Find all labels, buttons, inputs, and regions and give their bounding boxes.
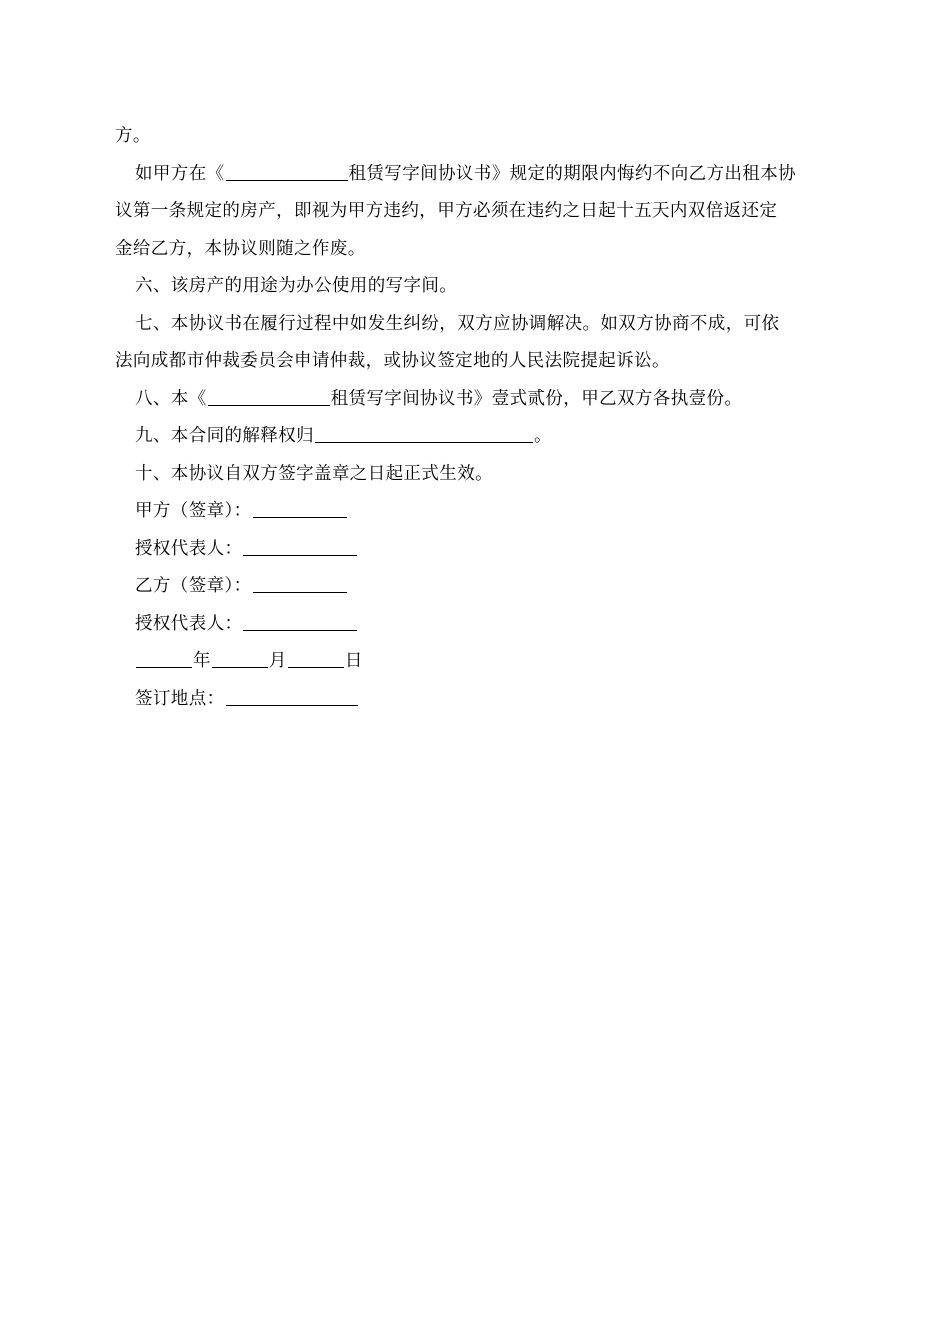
clause-9-text: 。 — [534, 426, 552, 446]
clause-7-line-2: 法向成都市仲裁委员会申请仲裁，或协议签定地的人民法院提起诉讼。 — [115, 351, 670, 371]
clause-9-text: 九、本合同的解释权归 — [135, 426, 314, 446]
clause-9-line — [115, 418, 837, 456]
rep-a-signature-line — [115, 531, 837, 569]
blank-contract-name[interactable] — [226, 162, 348, 181]
clause-8-text: 八、本《 — [135, 388, 207, 409]
day-blank[interactable] — [288, 649, 344, 668]
clause-7-line-1: 七、本协议书在履行过程中如发生纠纷，双方应协调解决。如双方协商不成，可依 — [135, 313, 780, 334]
signature-block — [115, 493, 837, 718]
document-body — [115, 118, 837, 718]
party-b-signature-blank[interactable] — [253, 574, 347, 593]
paragraph-clause-10 — [115, 456, 837, 494]
rep-b-label: 授权代表人： — [135, 613, 243, 634]
clause-10-text: 十、本协议自双方签字盖章之日起正式生效。 — [135, 463, 493, 484]
paragraph-text: 方。 — [115, 126, 151, 146]
clause-6-text: 六、该房产的用途为办公使用的写字间。 — [135, 276, 458, 296]
paragraph-clause-7 — [115, 306, 837, 381]
year-label: 年 — [193, 651, 211, 671]
default-clause-text: 租赁写字间协议书》规定的期限内悔约不向乙方出租本协 — [348, 163, 796, 184]
signing-place-blank[interactable] — [226, 687, 358, 706]
day-label: 日 — [344, 651, 363, 671]
rep-b-signature-line — [115, 606, 837, 644]
party-a-signature-line — [115, 493, 837, 531]
paragraph-default-clause — [115, 156, 837, 269]
signing-place-line — [115, 681, 837, 719]
default-clause-line-1 — [115, 156, 837, 194]
rep-a-label: 授权代表人： — [135, 538, 243, 559]
default-clause-line-3: 金给乙方，本协议则随之作废。 — [115, 238, 366, 259]
clause-8-text: 租赁写字间协议书》壹式贰份，甲乙双方各执壹份。 — [330, 388, 743, 409]
party-a-label: 甲方（签章）： — [135, 501, 252, 521]
month-label: 月 — [268, 651, 287, 671]
year-blank[interactable] — [136, 649, 192, 668]
date-line — [115, 643, 837, 681]
default-clause-line-2: 议第一条规定的房产，即视为甲方违约，甲方必须在违约之日起十五天内双倍返还定 — [115, 201, 778, 221]
default-clause-text: 如甲方在《 — [135, 163, 225, 184]
party-a-signature-blank[interactable] — [253, 499, 347, 518]
paragraph-continuation — [115, 118, 837, 156]
month-blank[interactable] — [212, 649, 268, 668]
blank-contract-name[interactable] — [208, 387, 330, 406]
paragraph-clause-9 — [115, 418, 837, 456]
blank-interpretation-party[interactable] — [315, 424, 533, 443]
party-b-label: 乙方（签章）： — [135, 576, 252, 596]
paragraph-clause-6 — [115, 268, 837, 306]
rep-b-signature-blank[interactable] — [243, 612, 357, 631]
clause-8-line — [115, 381, 837, 419]
party-b-signature-line — [115, 568, 837, 606]
paragraph-clause-8 — [115, 381, 837, 419]
rep-a-signature-blank[interactable] — [243, 537, 357, 556]
signing-place-label: 签订地点： — [135, 688, 225, 709]
